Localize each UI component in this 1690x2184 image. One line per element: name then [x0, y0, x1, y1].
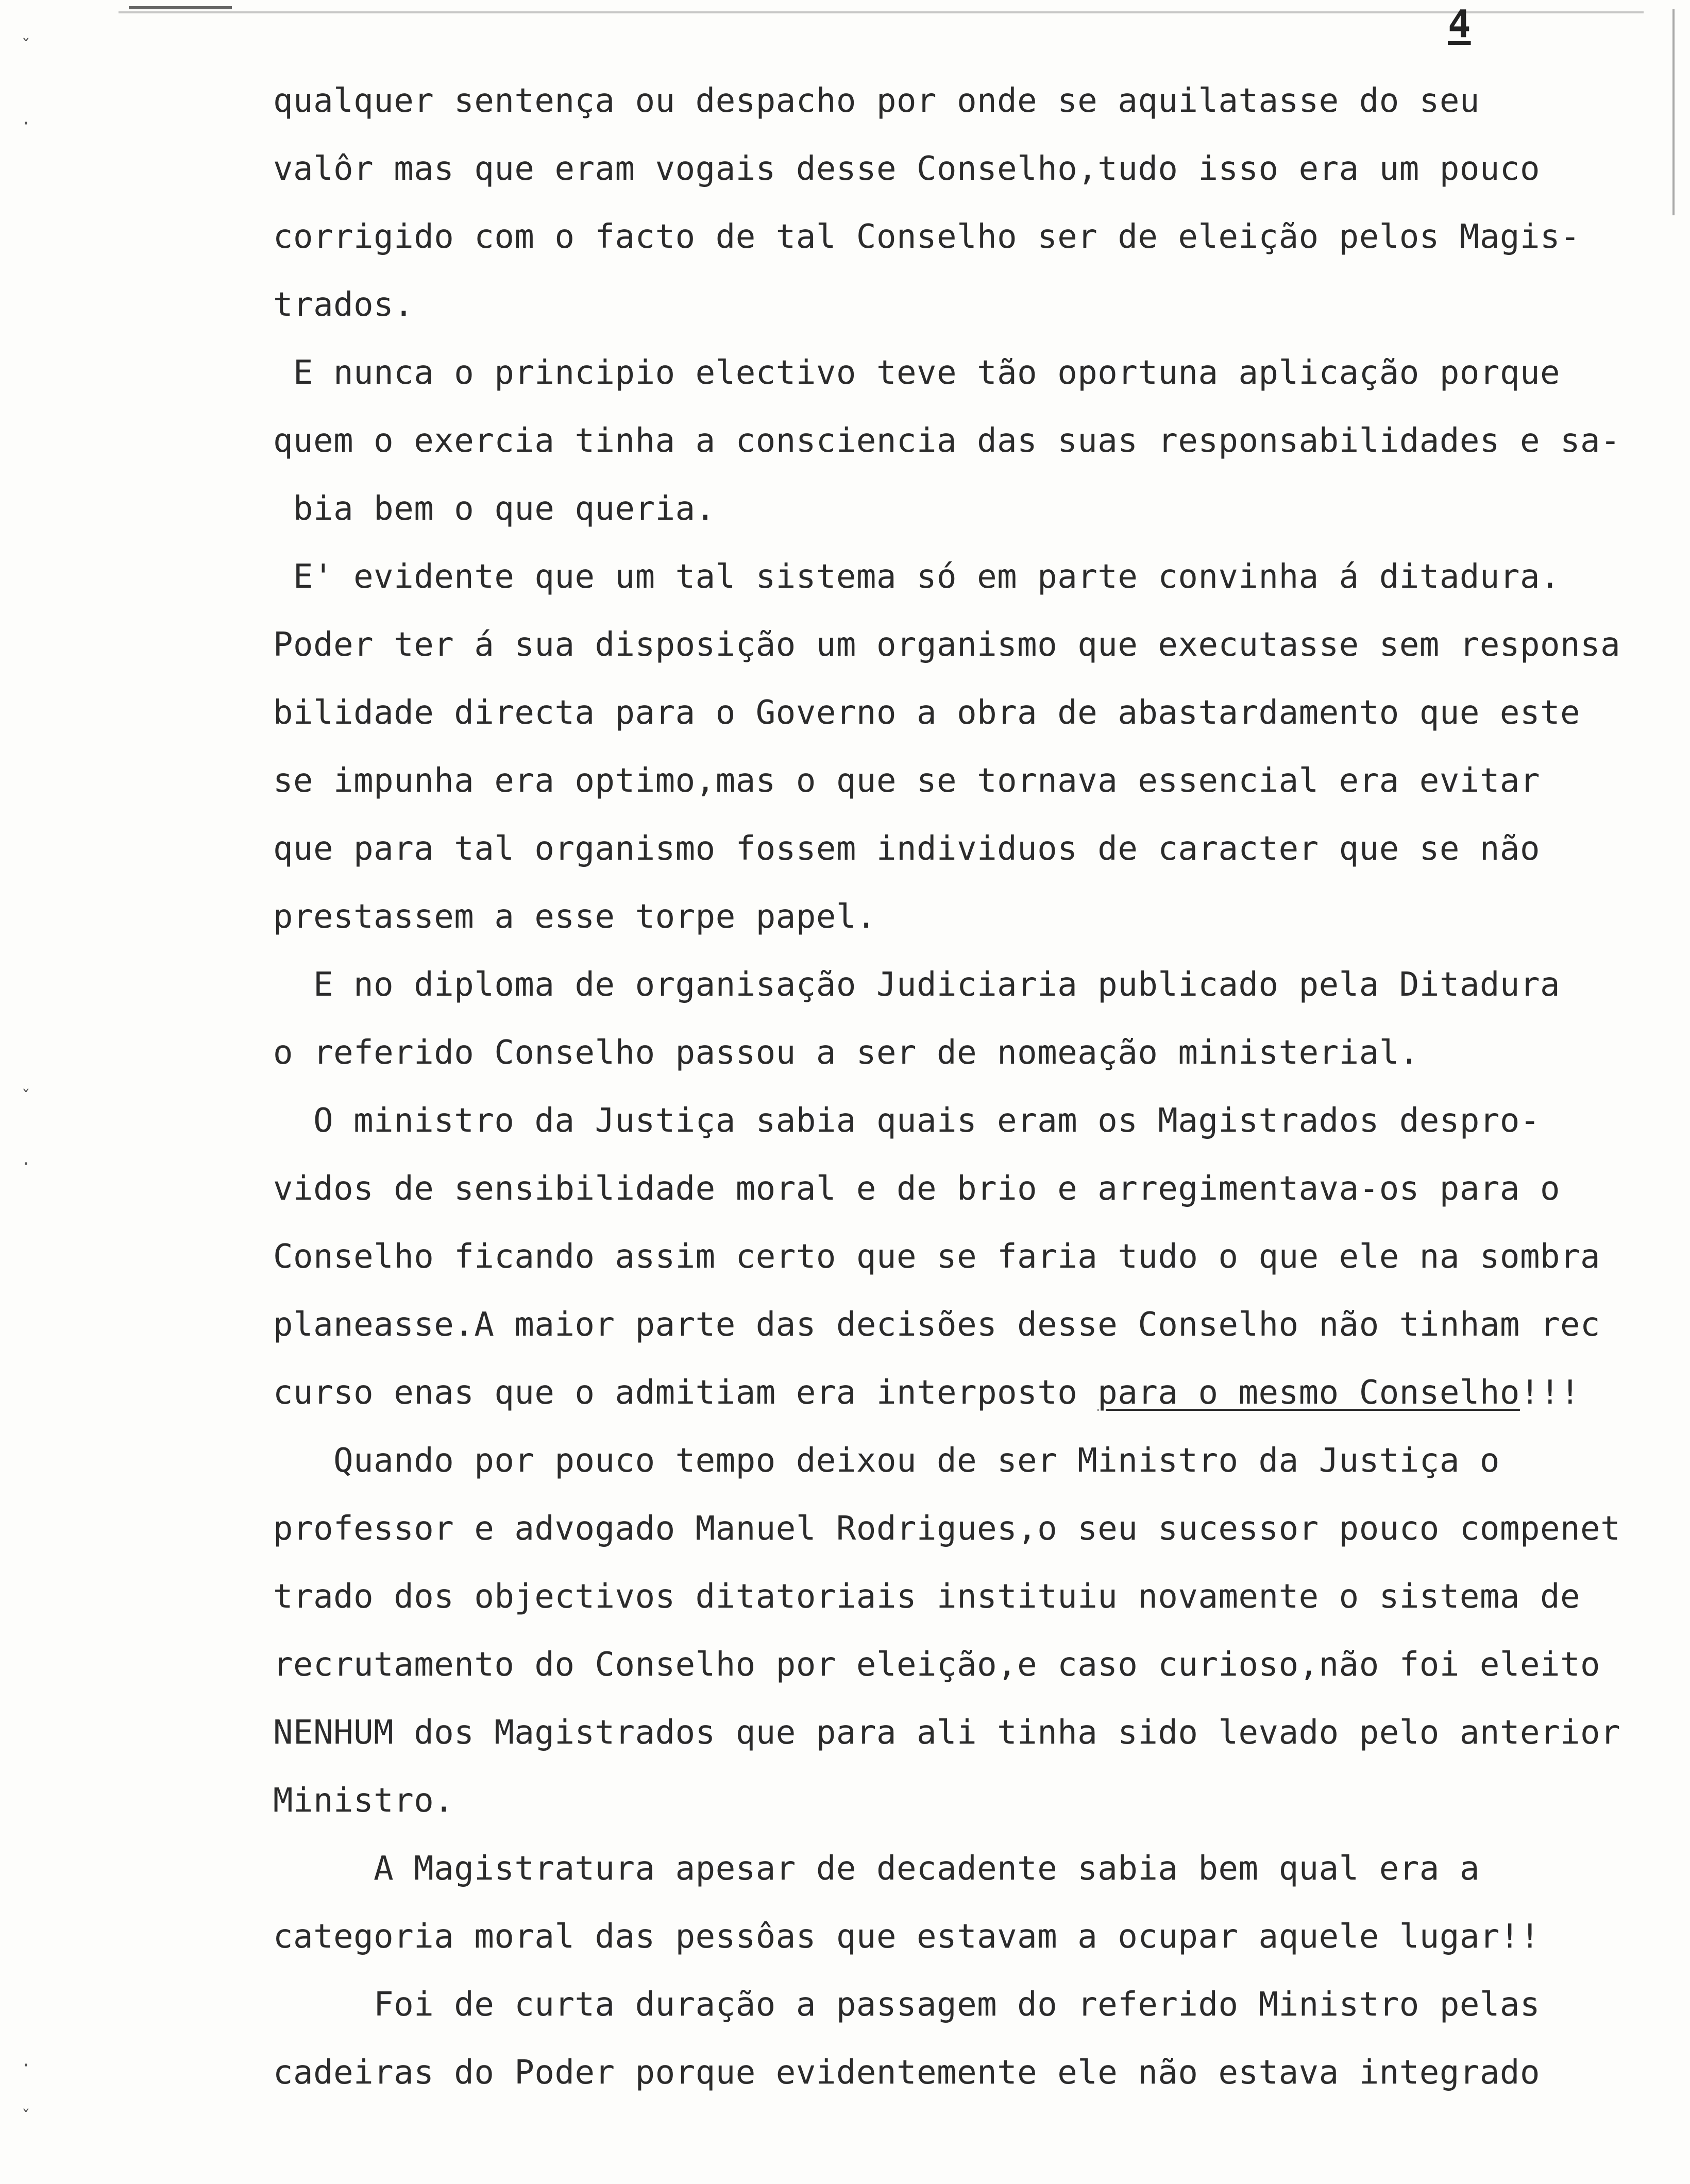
text-line: Ministro. [273, 1782, 454, 1820]
text-line: A Magistratura apesar de decadente sabia bem qual era a [273, 1850, 1480, 1888]
text-segment: curso enas que o admitiam era interposto [273, 1374, 1098, 1412]
top-rule [119, 11, 1644, 13]
margin-mark: ˇ [21, 36, 31, 57]
text-line-with-underline [273, 1359, 1654, 1427]
margin-punch-marks [21, 0, 41, 2184]
text-line: qualquer sentença ou despacho por onde se aquilatasse do seu [273, 82, 1480, 120]
text-line: vidos de sensibilidade moral e de brio e arregimentava-os para o [273, 1170, 1560, 1208]
text-line: bia bem o que queria. [273, 490, 716, 528]
underlined-phrase: para o mesmo Conselho [1097, 1374, 1520, 1412]
text-line: professor e advogado Manuel Rodrigues,o seu sucessor pouco compenet [273, 1510, 1621, 1548]
text-line: prestassem a esse torpe papel. [273, 898, 876, 936]
text-line: Foi de curta duração a passagem do referido Ministro pelas [273, 1986, 1540, 2024]
top-rule-mark [129, 6, 232, 9]
text-line: E' evidente que um tal sistema só em parte convinha á ditadura. [273, 558, 1560, 596]
text-line: Quando por pouco tempo deixou de ser Ministro da Justiça o [273, 1442, 1500, 1480]
text-line: o referido Conselho passou a ser de nomeação ministerial. [273, 1034, 1419, 1072]
page-number: 4 [1448, 2, 1471, 46]
text-line: se impunha era optimo,mas o que se tornava essencial era evitar [273, 762, 1540, 800]
right-edge-mark [1672, 9, 1675, 215]
text-line: O ministro da Justiça sabia quais eram os Magistrados despro- [273, 1102, 1540, 1140]
margin-mark: · [21, 1154, 31, 1174]
margin-mark: ˇ [21, 2107, 31, 2127]
text-line: valôr mas que eram vogais desse Conselho,tudo isso era um pouco [273, 150, 1540, 188]
margin-mark: · [21, 113, 31, 134]
text-line: E nunca o principio electivo teve tão oportuna aplicação porque [273, 354, 1560, 392]
text-line: trados. [273, 286, 414, 324]
text-line: corrigido com o facto de tal Conselho ser de eleição pelos Magis- [273, 218, 1581, 256]
text-line: E no diploma de organisação Judiciaria publicado pela Ditadura [273, 966, 1560, 1004]
text-line: bilidade directa para o Governo a obra de abastardamento que este [273, 694, 1581, 732]
text-line: Poder ter á sua disposição um organismo que executasse sem responsa [273, 626, 1621, 664]
typewritten-body [273, 67, 1654, 2107]
text-segment: !!! [1519, 1374, 1581, 1412]
text-line: que para tal organismo fossem individuos de caracter que se não [273, 830, 1540, 868]
text-line: cadeiras do Poder porque evidentemente ele não estava integrado [273, 2054, 1540, 2092]
margin-mark: · [21, 2055, 31, 2076]
text-line: recrutamento do Conselho por eleição,e caso curioso,não foi eleito [273, 1646, 1601, 1684]
text-line: trado dos objectivos ditatoriais instituiu novamente o sistema de [273, 1578, 1581, 1616]
text-line: Conselho ficando assim certo que se faria tudo o que ele na sombra [273, 1238, 1601, 1276]
margin-mark: ˇ [21, 1087, 31, 1107]
text-line: quem o exercia tinha a consciencia das suas responsabilidades e sa- [273, 422, 1621, 460]
text-line: categoria moral das pessôas que estavam a ocupar aquele lugar!! [273, 1918, 1540, 1956]
text-line: NENHUM dos Magistrados que para ali tinha sido levado pelo anterior [273, 1714, 1621, 1752]
text-line: planeasse.A maior parte das decisões desse Conselho não tinham rec [273, 1306, 1601, 1344]
